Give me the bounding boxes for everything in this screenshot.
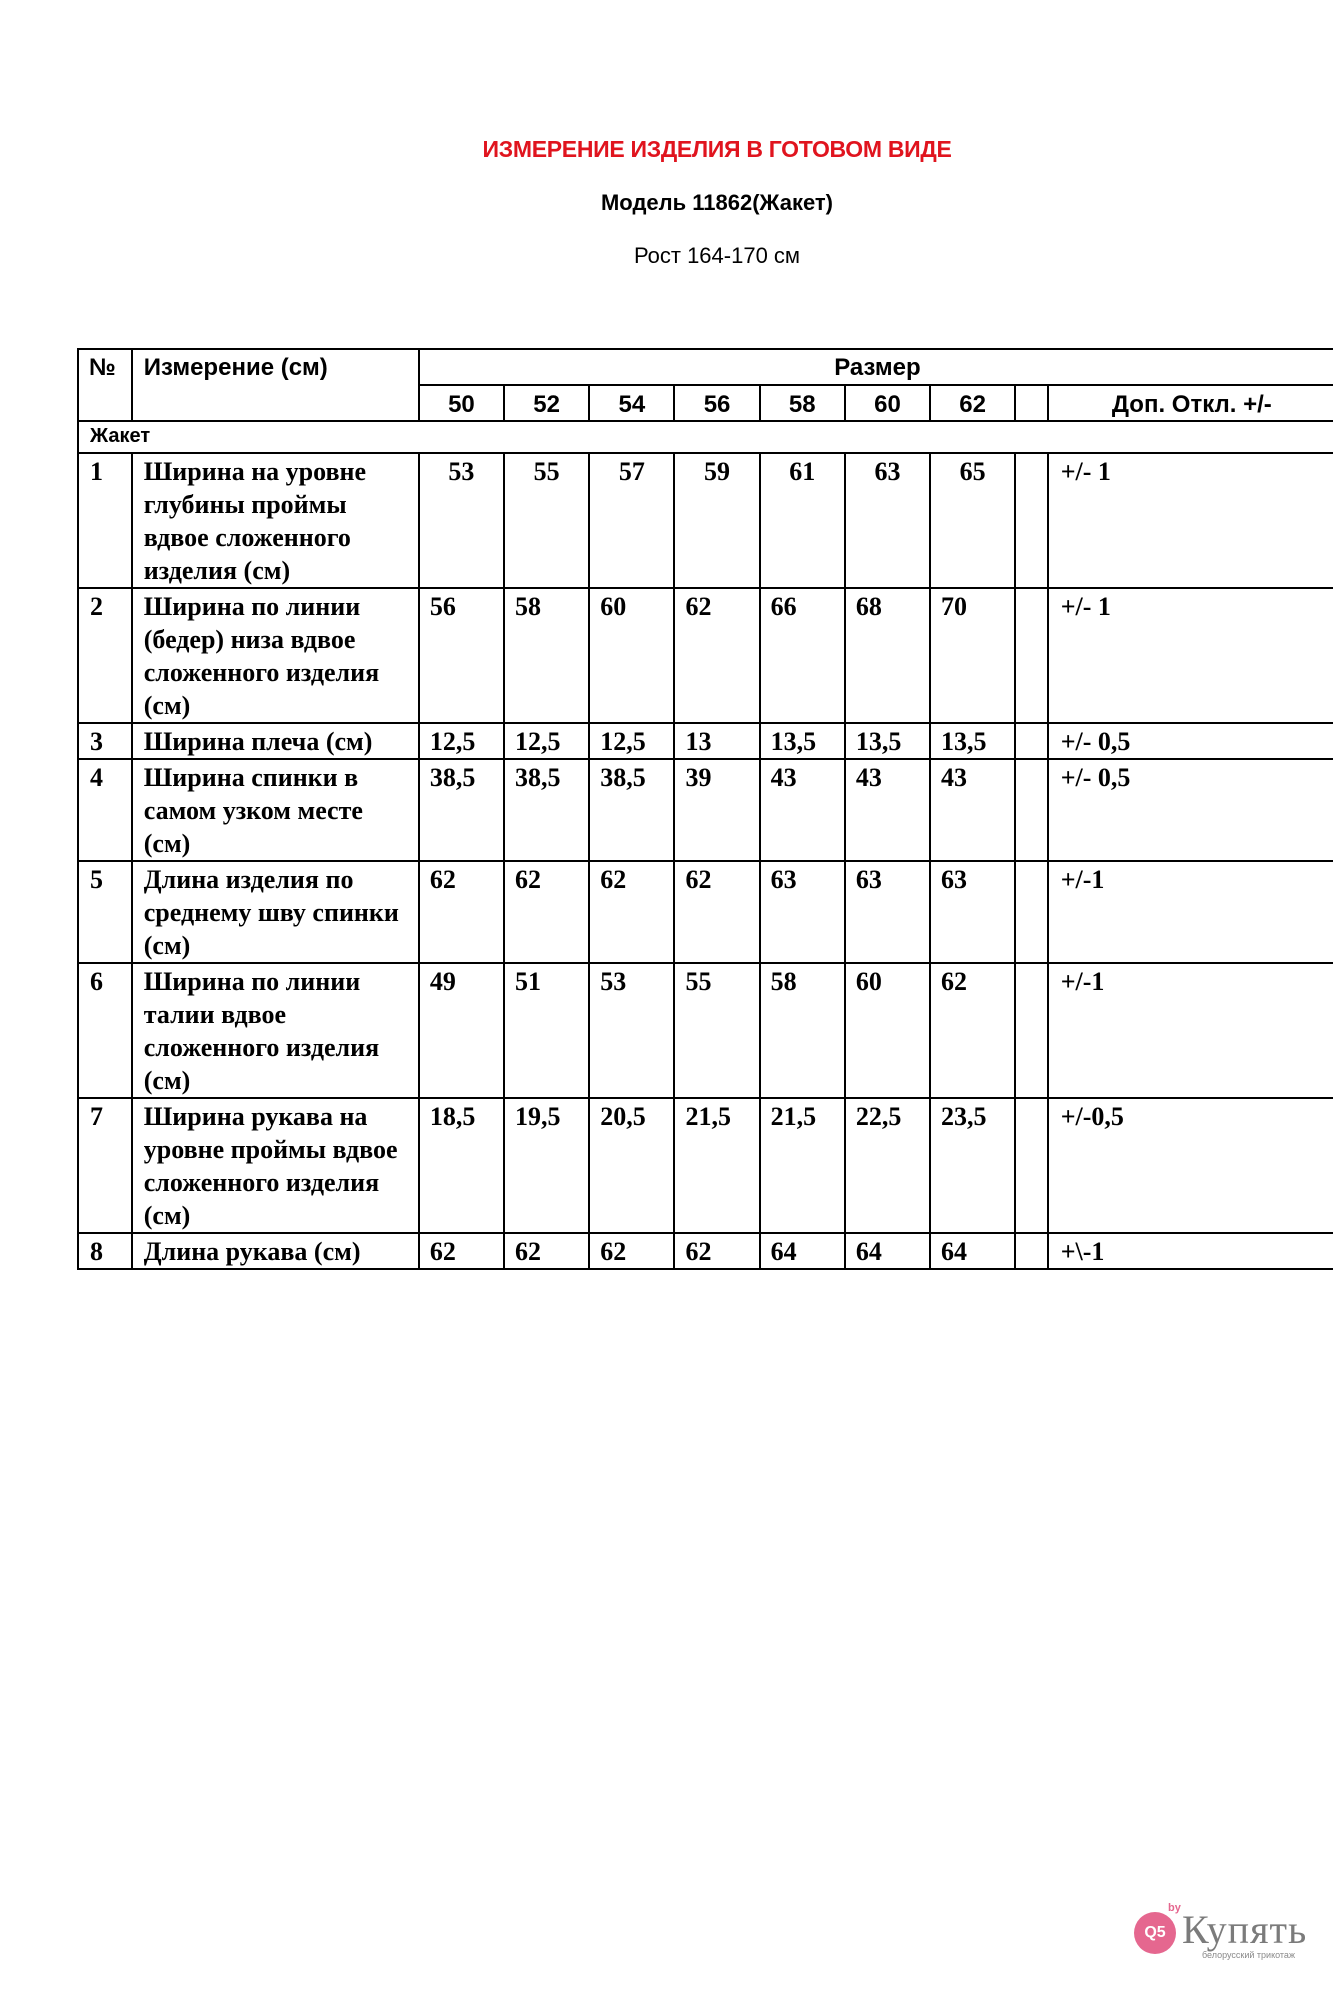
empty-cell bbox=[1015, 453, 1047, 588]
size-value: 19,5 bbox=[504, 1098, 589, 1233]
measurement-name: Ширина спинки в самом узком месте (см) bbox=[132, 759, 419, 861]
table-row bbox=[78, 453, 1333, 588]
header-tolerance: Доп. Откл. +/- bbox=[1048, 385, 1333, 421]
size-value: 12,5 bbox=[589, 723, 674, 759]
row-number: 7 bbox=[78, 1098, 132, 1233]
table-row bbox=[78, 723, 1333, 759]
tolerance-value: +/- 1 bbox=[1048, 588, 1333, 723]
logo-tagline: белорусский трикотаж bbox=[1202, 1950, 1295, 1960]
size-value: 58 bbox=[504, 588, 589, 723]
size-value: 18,5 bbox=[419, 1098, 504, 1233]
size-value: 38,5 bbox=[504, 759, 589, 861]
size-value: 57 bbox=[589, 453, 674, 588]
size-value: 38,5 bbox=[589, 759, 674, 861]
row-number: 1 bbox=[78, 453, 132, 588]
row-number: 3 bbox=[78, 723, 132, 759]
table-row bbox=[78, 759, 1333, 861]
size-value: 21,5 bbox=[760, 1098, 845, 1233]
logo-domain: by bbox=[1168, 1902, 1181, 1914]
size-value: 63 bbox=[930, 861, 1015, 963]
size-value: 55 bbox=[674, 963, 759, 1098]
size-value: 38,5 bbox=[419, 759, 504, 861]
size-value: 62 bbox=[589, 861, 674, 963]
size-value: 23,5 bbox=[930, 1098, 1015, 1233]
size-value: 70 bbox=[930, 588, 1015, 723]
empty-cell bbox=[1015, 588, 1047, 723]
empty-cell bbox=[1015, 723, 1047, 759]
measurement-name: Ширина плеча (см) bbox=[132, 723, 419, 759]
size-value: 63 bbox=[845, 861, 930, 963]
size-value: 62 bbox=[674, 588, 759, 723]
table-body bbox=[78, 453, 1333, 1269]
size-value: 43 bbox=[930, 759, 1015, 861]
height-range: Рост 164-170 см bbox=[633, 243, 801, 268]
model-subtitle: Модель 11862(Жакет) bbox=[600, 190, 834, 215]
row-number: 4 bbox=[78, 759, 132, 861]
size-value: 64 bbox=[760, 1233, 845, 1269]
tolerance-value: +/-1 bbox=[1048, 861, 1333, 963]
size-value: 60 bbox=[845, 963, 930, 1098]
size-value: 64 bbox=[845, 1233, 930, 1269]
size-value: 13 bbox=[674, 723, 759, 759]
logo-mark-icon: Q5 bbox=[1134, 1912, 1176, 1954]
size-value: 13,5 bbox=[845, 723, 930, 759]
brand-logo bbox=[1128, 1902, 1333, 1962]
size-value: 22,5 bbox=[845, 1098, 930, 1233]
size-value: 62 bbox=[674, 861, 759, 963]
size-value: 13,5 bbox=[930, 723, 1015, 759]
size-header: 62 bbox=[930, 385, 1015, 421]
row-number: 2 bbox=[78, 588, 132, 723]
empty-cell bbox=[1015, 759, 1047, 861]
table-row bbox=[78, 1098, 1333, 1233]
size-value: 59 bbox=[674, 453, 759, 588]
size-value: 68 bbox=[845, 588, 930, 723]
size-value: 62 bbox=[674, 1233, 759, 1269]
size-value: 66 bbox=[760, 588, 845, 723]
tolerance-value: +/- 0,5 bbox=[1048, 759, 1333, 861]
page-title: ИЗМЕРЕНИЕ ИЗДЕЛИЯ В ГОТОВОМ ВИДЕ bbox=[482, 136, 952, 162]
size-value: 58 bbox=[760, 963, 845, 1098]
header-size-group: Размер bbox=[419, 349, 1333, 385]
size-value: 62 bbox=[504, 1233, 589, 1269]
empty-cell bbox=[1015, 1233, 1047, 1269]
tolerance-value: +/- 0,5 bbox=[1048, 723, 1333, 759]
measurement-name: Ширина на уровне глубины проймы вдвое сложенного изделия (см) bbox=[132, 453, 419, 588]
size-value: 60 bbox=[589, 588, 674, 723]
size-header: 50 bbox=[419, 385, 504, 421]
size-value: 62 bbox=[504, 861, 589, 963]
measurement-name: Ширина по линии талии вдвое сложенного изделия (см) bbox=[132, 963, 419, 1098]
size-value: 56 bbox=[419, 588, 504, 723]
size-value: 12,5 bbox=[504, 723, 589, 759]
size-value: 62 bbox=[589, 1233, 674, 1269]
section-label: Жакет bbox=[78, 421, 1333, 453]
size-header: 58 bbox=[760, 385, 845, 421]
logo-wordmark: Купять bbox=[1182, 1907, 1308, 1952]
empty-cell bbox=[1015, 1098, 1047, 1233]
header-measurement: Измерение (см) bbox=[132, 349, 419, 421]
tolerance-value: +/-1 bbox=[1048, 963, 1333, 1098]
size-value: 20,5 bbox=[589, 1098, 674, 1233]
size-header: 56 bbox=[674, 385, 759, 421]
size-value: 61 bbox=[760, 453, 845, 588]
size-value: 49 bbox=[419, 963, 504, 1098]
size-value: 39 bbox=[674, 759, 759, 861]
size-value: 43 bbox=[760, 759, 845, 861]
measurement-table bbox=[77, 348, 1333, 1270]
measurement-name: Длина изделия по среднему шву спинки (см) bbox=[132, 861, 419, 963]
tolerance-value: +/-0,5 bbox=[1048, 1098, 1333, 1233]
empty-cell bbox=[1015, 861, 1047, 963]
size-value: 63 bbox=[845, 453, 930, 588]
tolerance-value: +/- 1 bbox=[1048, 453, 1333, 588]
size-value: 64 bbox=[930, 1233, 1015, 1269]
measurement-name: Длина рукава (см) bbox=[132, 1233, 419, 1269]
row-number: 5 bbox=[78, 861, 132, 963]
size-header: 60 bbox=[845, 385, 930, 421]
size-value: 65 bbox=[930, 453, 1015, 588]
size-value: 12,5 bbox=[419, 723, 504, 759]
tolerance-value: +\-1 bbox=[1048, 1233, 1333, 1269]
size-value: 55 bbox=[504, 453, 589, 588]
size-value: 43 bbox=[845, 759, 930, 861]
header-number: № bbox=[78, 349, 132, 421]
measurement-name: Ширина рукава на уровне проймы вдвое сложенного изделия (см) bbox=[132, 1098, 419, 1233]
size-value: 51 bbox=[504, 963, 589, 1098]
row-number: 6 bbox=[78, 963, 132, 1098]
size-header: 54 bbox=[589, 385, 674, 421]
empty-size-cell bbox=[1015, 385, 1047, 421]
size-value: 62 bbox=[930, 963, 1015, 1098]
size-value: 13,5 bbox=[760, 723, 845, 759]
size-header: 52 bbox=[504, 385, 589, 421]
empty-cell bbox=[1015, 963, 1047, 1098]
size-value: 53 bbox=[589, 963, 674, 1098]
table-row bbox=[78, 861, 1333, 963]
table-row bbox=[78, 1233, 1333, 1269]
size-value: 62 bbox=[419, 1233, 504, 1269]
size-value: 53 bbox=[419, 453, 504, 588]
table-row bbox=[78, 963, 1333, 1098]
row-number: 8 bbox=[78, 1233, 132, 1269]
size-value: 63 bbox=[760, 861, 845, 963]
size-value: 21,5 bbox=[674, 1098, 759, 1233]
table-row bbox=[78, 588, 1333, 723]
size-value: 62 bbox=[419, 861, 504, 963]
measurement-name: Ширина по линии (бедер) низа вдвое сложенного изделия (см) bbox=[132, 588, 419, 723]
